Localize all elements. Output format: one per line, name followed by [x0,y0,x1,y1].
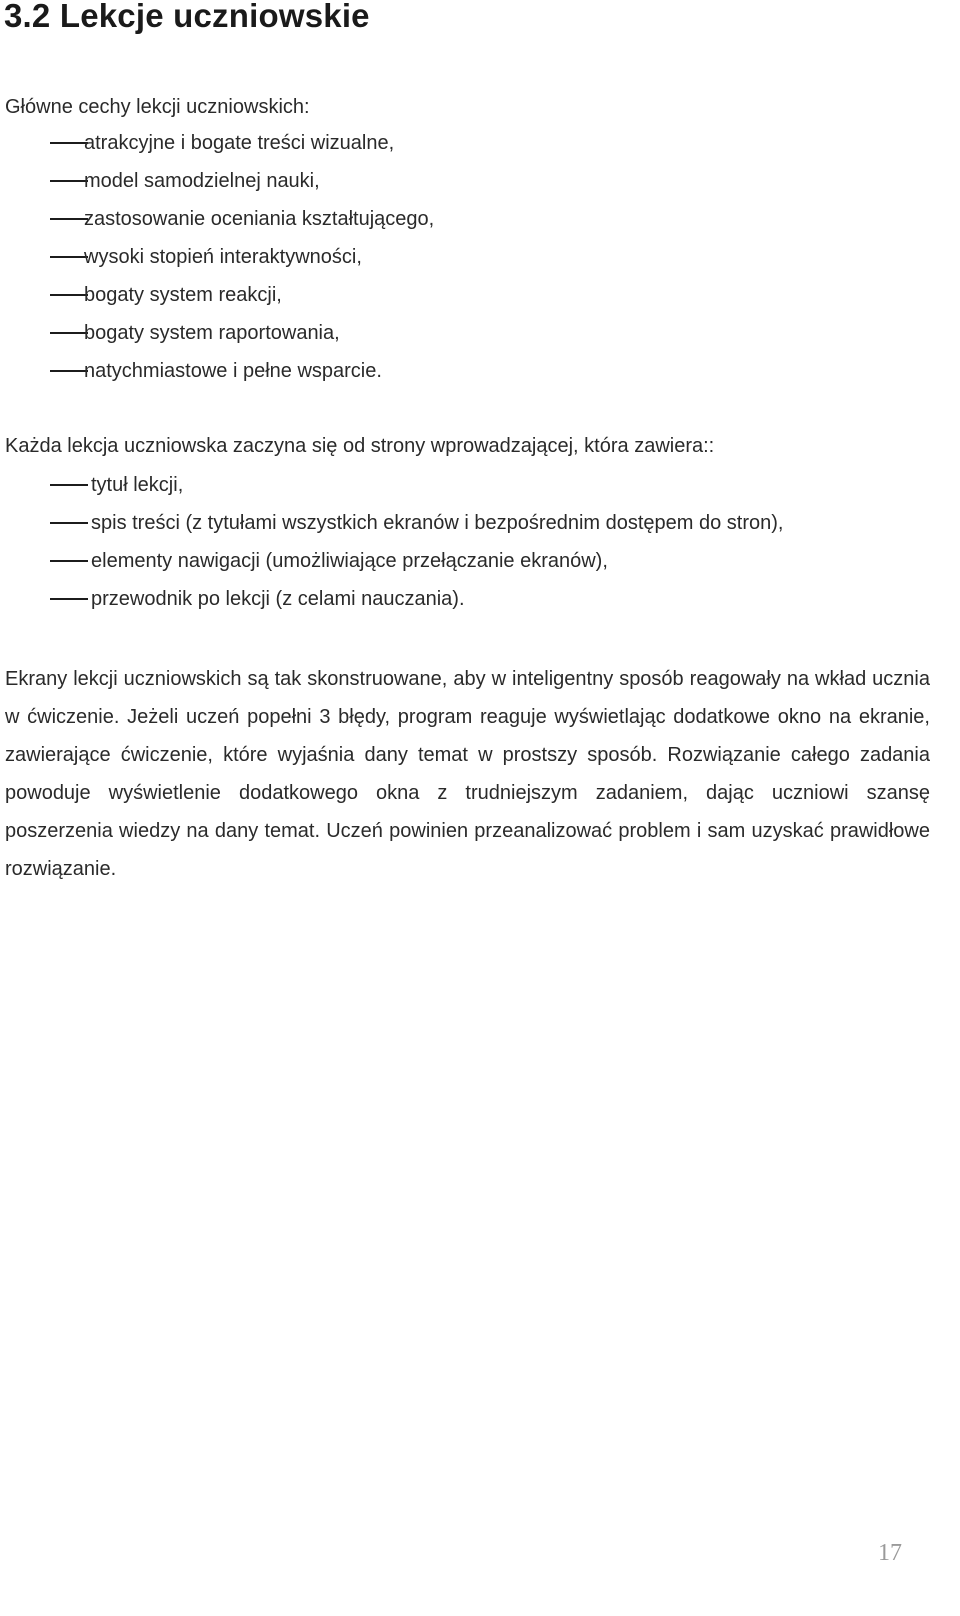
dash-bullet-icon [50,294,88,296]
dash-bullet-icon [50,484,88,486]
dash-bullet-icon [50,370,88,372]
list-item-text: natychmiastowe i pełne wsparcie. [84,360,382,382]
list-item-text: elementy nawigacji (umożliwiające przełączanie ekranów), [91,550,608,572]
features-intro: Główne cechy lekcji uczniowskich: [5,96,310,118]
dash-bullet-icon [50,332,88,334]
page-number: 17 [878,1540,902,1566]
list-item-text: wysoki stopień interaktywności, [84,246,362,268]
list-item-text: bogaty system reakcji, [84,284,282,306]
list-item-text: zastosowanie oceniania kształtującego, [84,208,435,230]
closing-paragraph: Ekrany lekcji uczniowskich są tak skonstruowane, aby w inteligentny sposób reagowały na wkład ucznia w ćwiczenie. Jeżeli uczeń popełni 3 błędy, program reaguje wyświetlając dodatkowe okno na ekranie, zawierające ćwiczenie, które wyjaśnia dany temat w prostszy sposób. Rozwiązanie całego zadania powoduje wyświetlenie dodatkowego okna z trudniejszym zadaniem, dając uczniowi szansę poszerzenia wiedzy na dany temat. Uczeń powinien przeanalizować problem i sam uzyskać prawidłowe rozwiązanie. [5,668,930,880]
list-item-text: przewodnik po lekcji (z celami nauczania). [91,588,465,610]
list-item-text: model samodzielnej nauki, [84,170,320,192]
dash-bullet-icon [50,218,88,220]
list-item-text: atrakcyjne i bogate treści wizualne, [84,132,395,154]
list-item-text: spis treści (z tytułami wszystkich ekranów i bezpośrednim dostępem do stron), [91,512,784,534]
list-item-text: bogaty system raportowania, [84,322,340,344]
dash-bullet-icon [50,142,88,144]
dash-bullet-icon [50,560,88,562]
dash-bullet-icon [50,180,88,182]
section-heading: 3.2 Lekcje uczniowskie [4,0,370,34]
dash-bullet-icon [50,522,88,524]
list-item-text: tytuł lekcji, [91,474,184,496]
dash-bullet-icon [50,256,88,258]
start-page-intro: Każda lekcja uczniowska zaczyna się od strony wprowadzającej, która zawiera:: [5,435,715,457]
dash-bullet-icon [50,598,88,600]
